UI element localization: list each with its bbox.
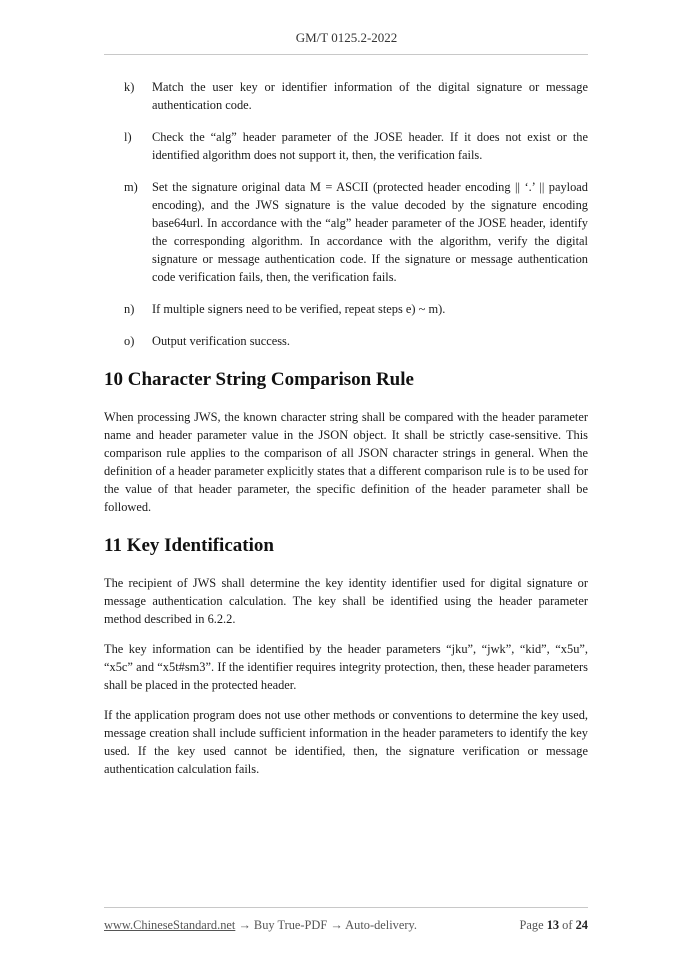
section-10-heading: 10 Character String Comparison Rule [104,369,414,390]
header-divider [104,54,588,55]
page-current: 13 [546,918,560,932]
page-prefix: Page [519,918,547,932]
list-item [104,300,588,318]
list-item-label: o) [124,334,135,348]
footer-tagline: → Buy True-PDF → Auto-delivery. [235,918,417,932]
footer-divider [104,907,588,908]
section-11-paragraph: If the application program does not use other methods or conventions to determine the key used, message creation shall include sufficient information in the header parameters to identify the key used. If the key used cannot be identified, then, the signature verification or message authentication calculation fails. [104,708,588,776]
page-footer [104,918,588,933]
list-item-label: k) [124,80,135,94]
list-item [104,178,588,286]
list-item-text: Check the “alg” header parameter of the JOSE header. If it does not exist or the identified algorithm does not support it, then, the verification fails. [152,130,588,162]
website-link[interactable]: www.ChineseStandard.net [104,918,236,932]
list-item-label: m) [124,180,138,194]
list-item-label: n) [124,302,135,316]
section-11-paragraph: The recipient of JWS shall determine the key identity identifier used for digital signature or message authentication calculation. The key shall be identified using the header parameter method described in 6.2.2. [104,576,588,626]
list-item-text: Match the user key or identifier information of the digital signature or message authentication code. [152,80,588,112]
list-item [104,332,588,350]
list-item [104,128,588,164]
section-11-heading: 11 Key Identification [104,535,274,556]
footer-promo [104,918,417,933]
document-id-header: GM/T 0125.2-2022 [295,30,398,45]
list-item [104,78,588,114]
list-item-text: Output verification success. [152,334,290,348]
list-item-label: l) [124,130,132,144]
page-body [104,78,588,790]
page-total: 24 [575,918,588,932]
list-item-text: If multiple signers need to be verified, repeat steps e) ~ m). [152,302,446,316]
page-number [520,918,589,933]
page-of: of [559,918,576,932]
section-11-paragraph: The key information can be identified by the header parameters “jku”, “jwk”, “kid”, “x5u”, “x5c” and “x5t#sm3”. If the identifier requires integrity protection, then, these header parameters shall be placed in the protected header. [104,642,588,692]
list-item-text: Set the signature original data M = ASCII (protected header encoding || ‘.’ || payload encoding), and the JWS signature is the value decoded by the signature encoding base64url. In accordance with the “alg” header parameter of the JOSE header, identify the corresponding algorithm. In accordance with the algorithm, verify the digital signature or message authentication code. If the signature or message authentication code verification fails, then, the verification fails. [152,180,588,284]
section-10-paragraph: When processing JWS, the known character string shall be compared with the header parameter name and header parameter value in the JSON object. It shall be strictly case-sensitive. This comparison rule applies to the comparison of all JSON character strings in general. When the definition of a header parameter explicitly states that a different comparison rule is to be used for the value of that header parameter, the specific definition of the header parameter shall be followed. [104,410,588,514]
